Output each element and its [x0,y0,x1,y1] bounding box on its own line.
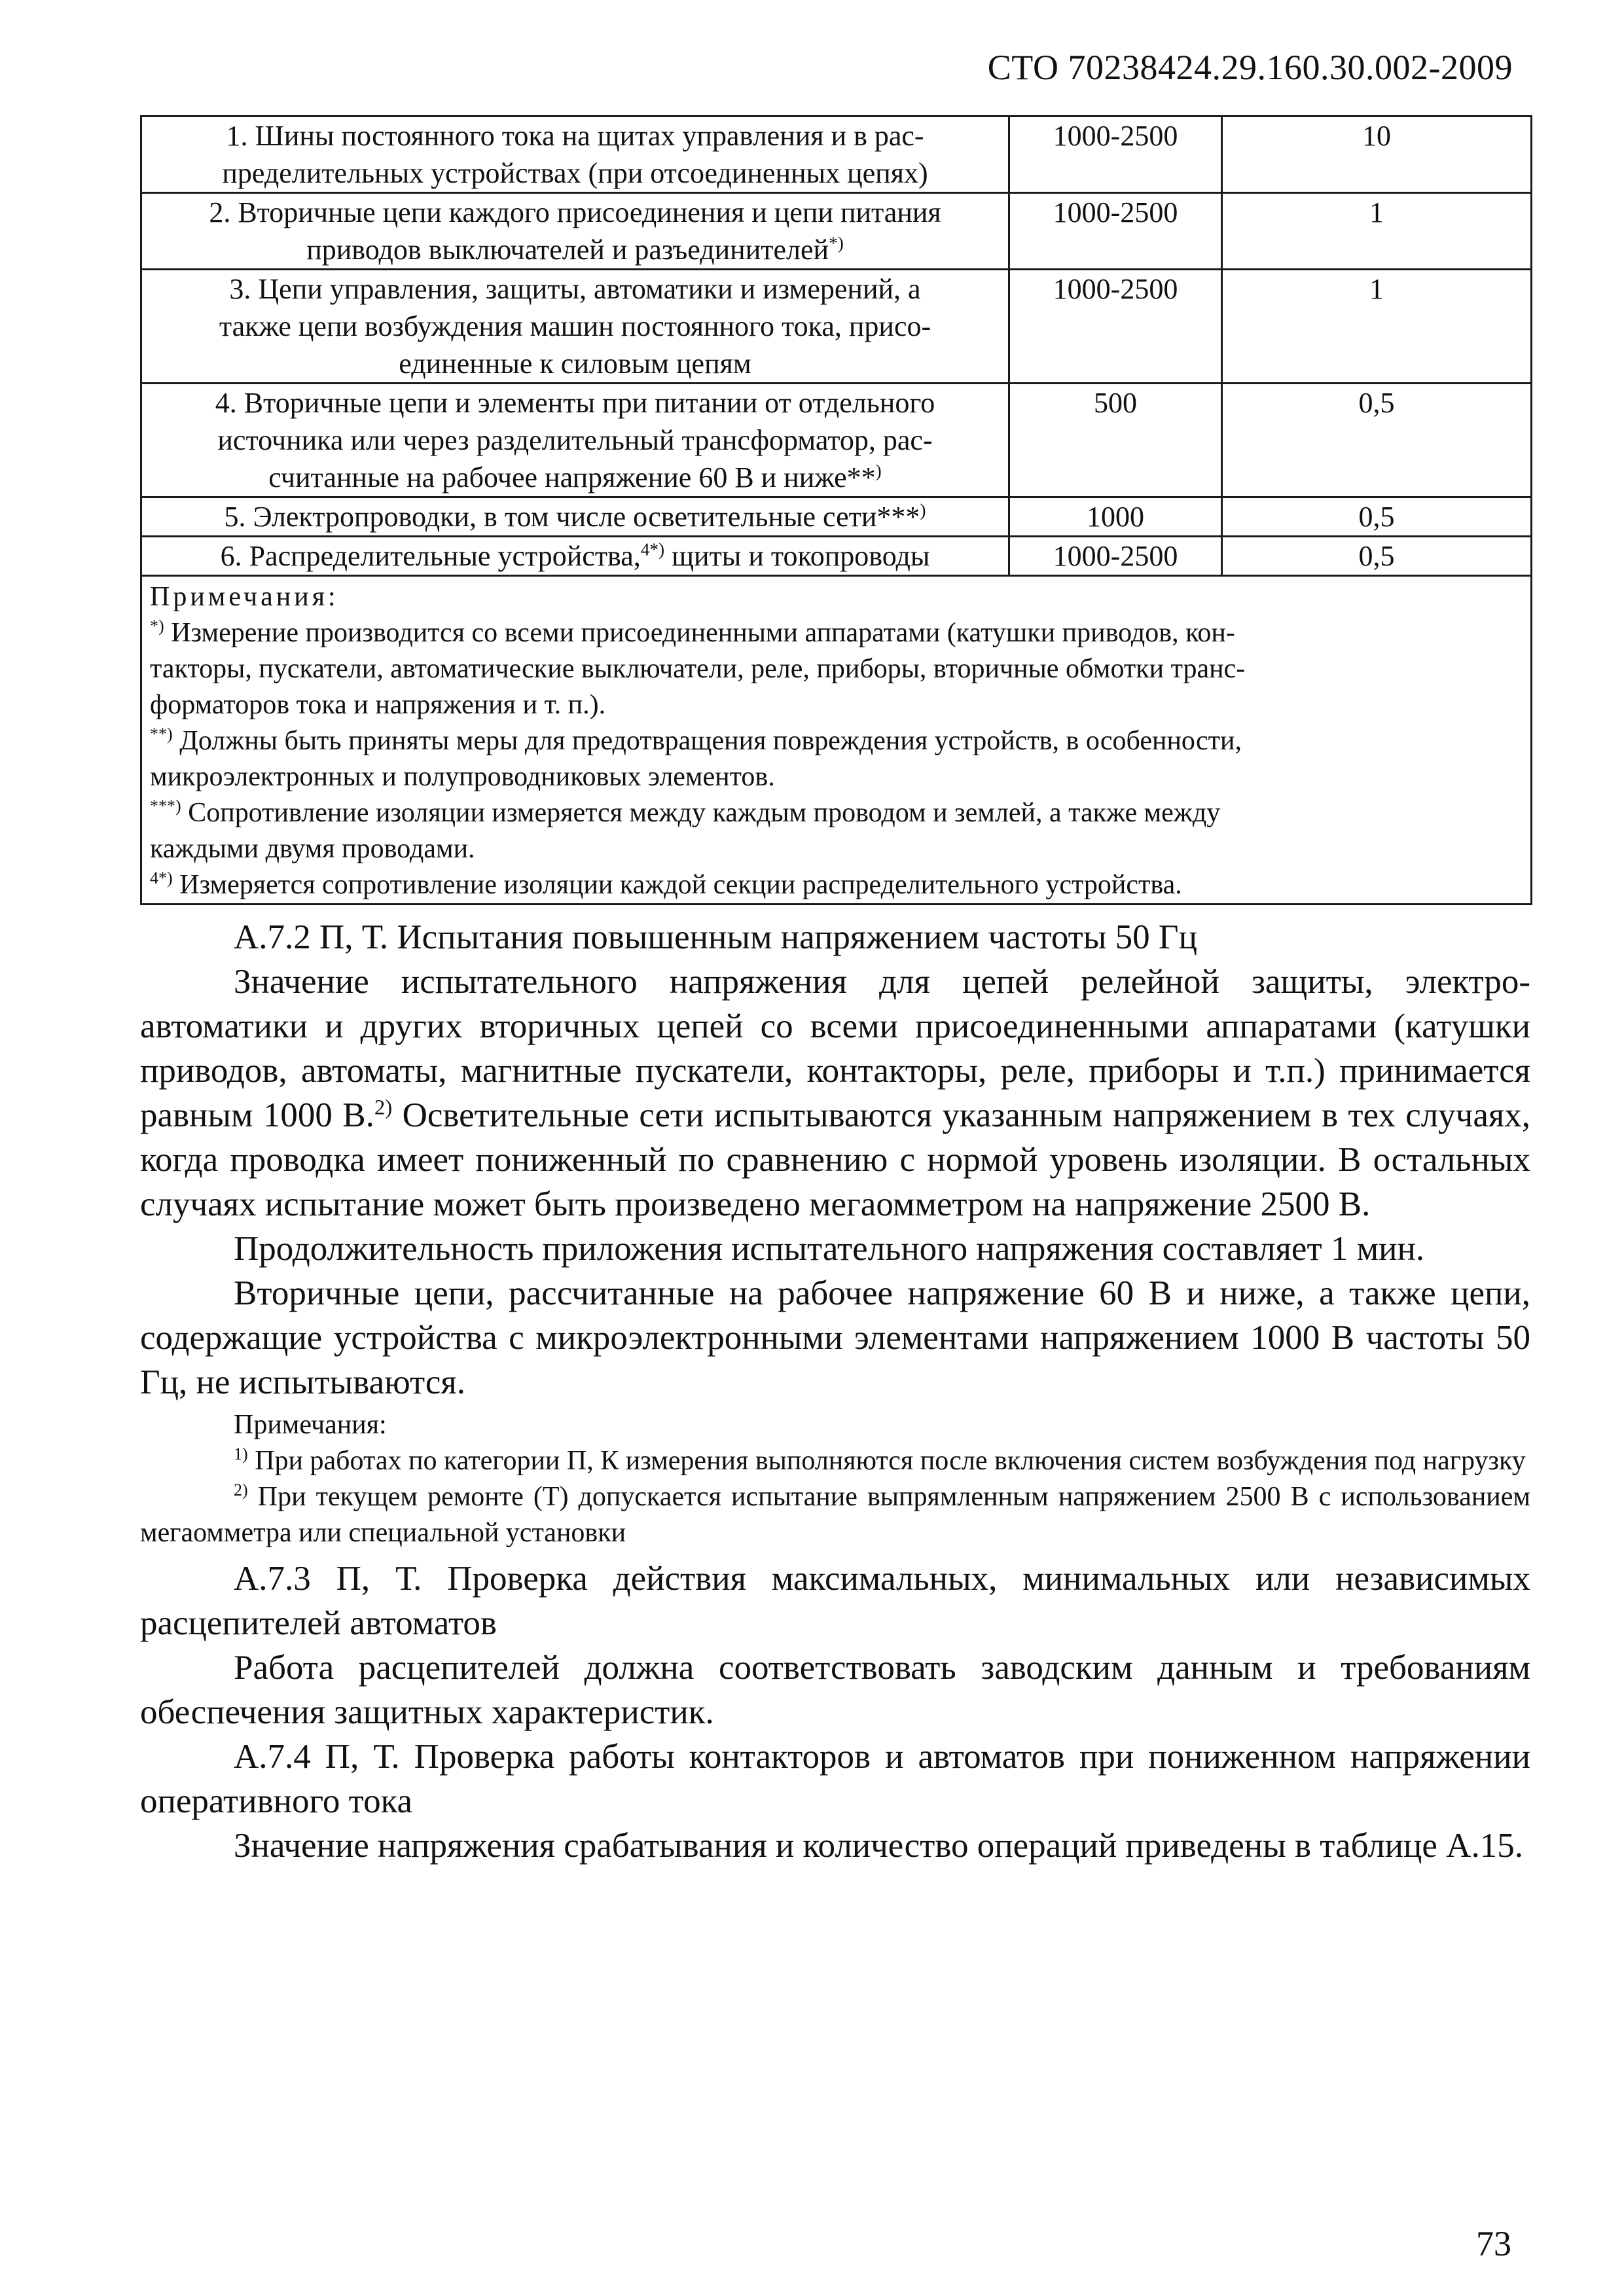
footnote [140,1479,1530,1551]
table-row [141,117,1532,193]
footnote [140,1443,1530,1479]
paragraph-text: Осветительные сети испытываются указанным напряжением в тех случаях, когда проводка имеет пониженный по сравнению с нормой уровень изоляции. В остальных случаях испытание может быть произведено мегаомметром на напряжение 2500 В. [140,1096,1530,1223]
paragraph: Вторичные цепи, рассчитанные на рабочее напряжение 60 В и ниже, а также цепи, содержащие устройства с микроэлектронными элементами напряжением 1000 В частоты 50 Гц, не испытываются. [140,1274,1530,1401]
table-row [141,384,1532,497]
row-resistance: 1 [1222,193,1532,270]
desc-text: щиты и токопроводы [664,540,930,572]
footnote-mark: 4*) [640,539,665,560]
desc-line: единенные к силовым цепям [399,348,751,380]
row-description [141,537,1009,576]
section-heading-a74: А.7.4 П, Т. Проверка работы контакторов и автоматов при пониженном напряжении оперативного тока [140,1738,1530,1820]
row-description [141,117,1009,193]
section-heading-a73: А.7.3 П, Т. Проверка действия максимальных, минимальных или независимых расцепителей автоматов [140,1560,1530,1642]
note-text: Измерение производится со всеми присоединенными аппаратами (катушки приводов, кон- [164,618,1235,648]
desc-line: источника или через разделительный трансформатор, рас- [217,424,933,456]
row-voltage: 1000 [1009,497,1222,537]
footnote-text: При работах по категории П, К измерения выполняются после включения систем возбуждения под нагрузку [247,1446,1526,1476]
main-text [140,915,1530,1868]
note-line: каждыми двумя проводами. [150,834,475,864]
paragraph [140,960,1530,1227]
note-line [150,795,1524,831]
section-heading-a72: А.7.2 П, Т. Испытания повышенным напряжением частоты 50 Гц [234,918,1197,956]
desc-line [149,231,1001,268]
footnotes [140,1407,1530,1551]
notes-title: Примечания: [150,582,339,612]
footnote-mark: ) [875,461,882,481]
desc-line [149,537,1001,575]
row-description [141,193,1009,270]
insulation-resistance-table [140,115,1532,905]
row-description [141,497,1009,537]
desc-text: 6. Распределительные устройства, [220,540,641,572]
table-row [141,537,1532,576]
row-voltage: 1000-2500 [1009,537,1222,576]
row-resistance: 0,5 [1222,497,1532,537]
paragraph-text: Значение испытательного напряжения для цепей релейной защиты, электро-автоматики и других вторичных цепей со всеми присоединенными аппаратами (катушки приводов, автоматы, магнитные пускатели, контакторы, реле, приборы и т.п.) принимается равным 1000 В. [140,963,1530,1134]
row-voltage: 1000-2500 [1009,270,1222,384]
footnote-text: При текущем ремонте (Т) допускается испытание выпрямленным напряжением 2500 В с использованием мегаомметра или специальной установки [140,1482,1530,1548]
paragraph: Работа расцепителей должна соответствовать заводским данным и требованиям обеспечения защитных характеристик. [140,1649,1530,1731]
row-resistance: 0,5 [1222,537,1532,576]
desc-line [149,498,1001,535]
note-line: микроэлектронных и полупроводниковых элементов. [150,762,775,792]
footnote-mark: ) [920,500,926,520]
row-voltage: 1000-2500 [1009,117,1222,193]
footnote-mark: 2) [374,1096,393,1120]
page-number: 73 [1476,2224,1511,2263]
table-row [141,497,1532,537]
footnote-mark: ***) [150,797,181,816]
footnote-mark: 1) [234,1444,248,1463]
desc-text: приводов выключателей и разъединителей [306,234,829,266]
paragraph: Значение напряжения срабатывания и количество операций приведены в таблице А.15. [234,1827,1523,1865]
desc-line: 3. Цепи управления, защиты, автоматики и измерений, а [229,273,921,305]
row-description [141,270,1009,384]
footnote-mark: 2) [234,1480,248,1499]
table-notes [141,576,1532,905]
footnote-mark: *) [829,233,844,253]
footnote-mark: *) [150,617,164,636]
document-code: СТО 70238424.29.160.30.002-2009 [987,48,1513,87]
desc-text: считанные на рабочее напряжение 60 В и ниже** [268,461,876,493]
desc-line: 1. Шины постоянного тока на щитах управления и в рас- [226,120,924,152]
desc-line: пределительных устройствах (при отсоединенных цепях) [222,157,928,189]
table-notes-row [141,576,1532,905]
row-voltage: 500 [1009,384,1222,497]
row-description [141,384,1009,497]
note-line: такторы, пускатели, автоматические выключатели, реле, приборы, вторичные обмотки транс- [150,654,1246,684]
notes-title: Примечания: [234,1410,387,1440]
desc-line [149,459,1001,496]
table-row [141,270,1532,384]
note-text: Должны быть приняты меры для предотвращения повреждения устройств, в особенности, [172,726,1242,756]
row-resistance: 10 [1222,117,1532,193]
note-line: форматоров тока и напряжения и т. п.). [150,690,606,720]
desc-text: 5. Электропроводки, в том числе осветительные сети*** [224,501,920,533]
desc-line: также цепи возбуждения машин постоянного тока, присо- [219,310,931,342]
footnote-mark: **) [150,725,173,744]
row-resistance: 0,5 [1222,384,1532,497]
table-row [141,193,1532,270]
note-text: Сопротивление изоляции измеряется между каждым проводом и землей, а также между [181,798,1221,828]
note-line [150,723,1524,759]
note-line [150,867,1524,903]
desc-line: 2. Вторичные цепи каждого присоединения и цепи питания [209,196,941,228]
footnote-mark: 4*) [150,869,173,888]
note-line [150,615,1524,651]
row-resistance: 1 [1222,270,1532,384]
desc-line: 4. Вторичные цепи и элементы при питании от отдельного [215,387,935,419]
paragraph: Продолжительность приложения испытательного напряжения составляет 1 мин. [234,1230,1425,1268]
note-text: Измеряется сопротивление изоляции каждой секции распределительного устройства. [172,870,1182,900]
row-voltage: 1000-2500 [1009,193,1222,270]
